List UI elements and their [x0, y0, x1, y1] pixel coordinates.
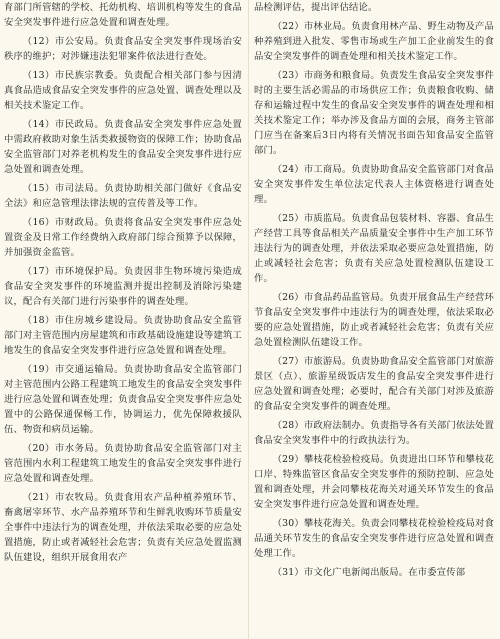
paragraph: （25）市质监局。负责食品包装材料、容器、食品生产经营工具等食品相关产品质量安全事件中生产加工环节违法行为的调查处理，并依法采取必要应急处置措施，防止或减轻社会危害；负责有关应急处置检测队伍建设工作。: [254, 213, 494, 284]
paragraph: （15）市司法局。负责协助相关部门做好《食品安全法》和应急管理法律法规的宣传普及等工作。: [4, 183, 242, 209]
paragraph: （27）市旅游局。负责协助食品安全监管部门对旅游景区（点）、旅游星级饭店发生的食品安全突发事件进行应急处置和调查处理；必要时，配合有关部门对涉及旅游的食品安全突发事件的调查处理。: [254, 356, 494, 412]
paragraph: （23）市商务和粮食局。负责发生食品安全突发事件时的主要生活必需品的市场供应工作；负责粮食收购、储存和运输过程中发生的食品安全突发事件的调查处理和相关技术鉴定工作；举办涉及食品方面的会展，商务主管部门应当在备案后3日内将有关情况书面告知食品安全监管部门。: [254, 70, 494, 156]
paragraph: （26）市食品药品监管局。负责开展食品生产经营环节食品安全突发事件中违法行为的调查处理，依法采取必要的应急处置措施，防止或者减轻社会危害；负责有关应急处置检测队伍建设工作。: [254, 292, 494, 348]
paragraph: （20）市水务局。负责协助食品安全监管部门对主管范围内水利工程建筑工地发生的食品安全突发事件进行应急处置和调查处理。: [4, 443, 242, 484]
column-divider: [248, 0, 249, 639]
paragraph: （31）市文化广电新闻出版局。在市委宣传部: [272, 567, 466, 578]
paragraph: （22）市林业局。负责食用林产品、野生动物及产品种养殖到进入批发、零售市场或生产加工企业前发生的食品安全突发事件的调查处理和相关技术鉴定工作。: [254, 21, 494, 62]
paragraph: 育部门所管辖的学校、托幼机构、培训机构等发生的食品安全突发事件进行应急处置和调查处理。: [4, 2, 242, 28]
paragraph: （18）市住房城乡建设局。负责协助食品安全监管部门对主管范围内房屋建筑和市政基础设施建设等建筑工地发生的食品安全突发事件进行应急处置和调查处理。: [4, 315, 242, 356]
paragraph: （19）市交通运输局。负责协助食品安全监管部门对主管范围内公路工程建筑工地发生的食品安全突发事件进行应急处置和调查处理；负责食品安全突发事件应急处置中的公路保通保畅工作，协调运力，优先保障救援队伍、物资和病员运输。: [4, 364, 242, 435]
paragraph: （13）市民族宗教委。负责配合相关部门参与因清真食品造成食品安全突发事件的应急处置、调查处理以及相关技术鉴定工作。: [4, 70, 242, 111]
left-column: [4, 0, 242, 639]
paragraph: （30）攀枝花海关。负责会同攀枝花检验检疫局对食品通关环节发生的食品安全突发事件进行应急处置和调查处理工作。: [254, 518, 494, 559]
paragraph: （21）市农牧局。负责食用农产品种植养殖环节、畜禽屠宰环节、水产品养殖环节和生鲜乳收购环节质量安全事件中违法行为的调查处理，并依法采取必要的应急处置措施，防止或者减轻社会危害；负责有关应急处置监测队伍建设，组织开展食用农产: [4, 492, 242, 563]
paragraph: （12）市公安局。负责食品安全突发事件现场治安秩序的维护；对涉嫌违法犯罪案件依法进行查处。: [4, 36, 242, 62]
paragraph: 品检测评估，提出评估结论。: [254, 2, 378, 13]
paragraph: （16）市财政局。负责将食品安全突发事件应急处置资金及日常工作经费纳入政府部门综合预算予以保障，并加强资金监管。: [4, 217, 242, 258]
paragraph: （17）市环境保护局。负责因非生物环境污染造成食品安全突发事件的环境监测并提出控制及消除污染建议，配合有关部门进行污染事件的调查处理。: [4, 266, 242, 307]
right-column: [254, 0, 494, 639]
paragraph: （24）市工商局。负责协助食品安全监管部门对食品安全突发事件发生单位法定代表人主体资格进行调查处理。: [254, 164, 494, 205]
paragraph: （14）市民政局。负责食品安全突发事件应急处置中需政府救助对象生活类救援物资的保障工作；协助食品安全监管部门对养老机构发生的食品安全突发事件进行应急处置和调查处理。: [4, 119, 242, 175]
paragraph: （28）市政府法制办。负责指导各有关部门依法处置食品安全突发事件中的行政执法行为。: [254, 420, 494, 446]
paragraph: （29）攀枝花检验检疫局。负责进出口环节和攀枝花口岸、特殊监管区食品安全突发事件的预防控制、应急处置和调查处理，并会同攀枝花海关对通关环节发生的食品安全突发事件进行应急处置和调查处理。: [254, 454, 494, 510]
